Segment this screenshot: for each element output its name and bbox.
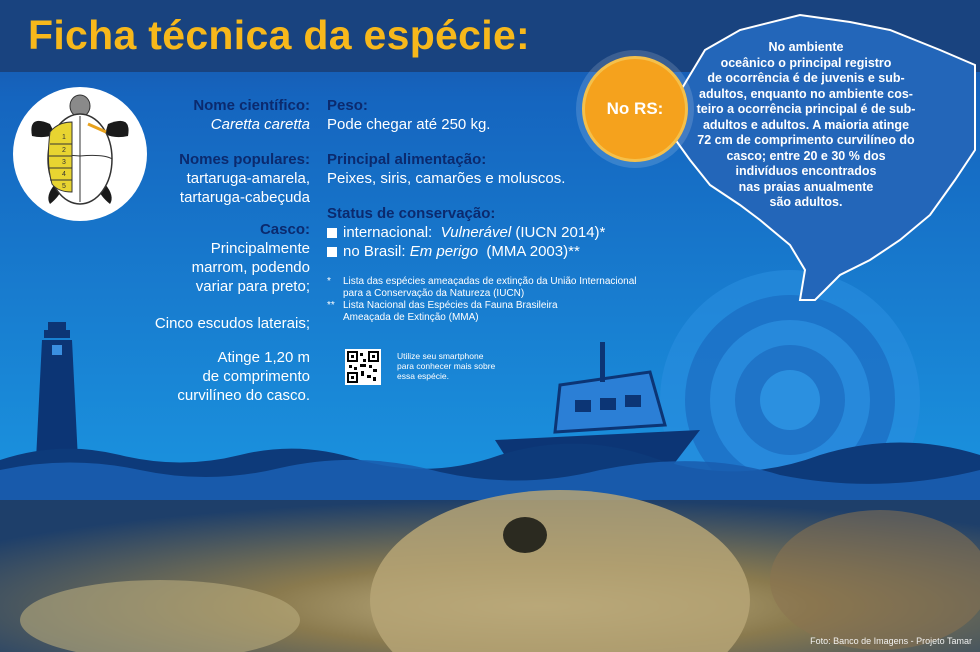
- rs-description: No ambiente oceânico o principal registro de ocorrência é de juvenis e sub- adultos, enquanto no ambiente cos- teiro a ocorrência principal é de sub- adultos e adultos. A maioria atinge 72 cm de comprimento curvilíneo do casco; entre 20 e 30 % dos indivíduos encontrados nas praias anualmente são adultos.: [696, 40, 916, 209]
- page-title: Ficha técnica da espécie:: [28, 12, 531, 58]
- length-block: [120, 348, 310, 405]
- footnote-1: * Lista das espécies ameaçadas de extinção da União Internacional para a Conservação da Natureza (IUCN): [327, 276, 637, 299]
- scientific-name-label: Nome científico:: [193, 97, 310, 114]
- bullet-square-icon: [327, 228, 337, 238]
- weight-label: Peso:: [327, 97, 368, 114]
- length-line-3: curvilíneo do casco.: [177, 387, 310, 404]
- shell-label: Casco:: [259, 221, 310, 238]
- scutes-text: Cinco escudos laterais;: [154, 315, 310, 332]
- popular-names-label: Nomes populares:: [179, 151, 310, 168]
- no-rs-badge-label: No RS:: [606, 99, 664, 118]
- shell-block: [120, 220, 310, 296]
- scute-number: 5: [62, 183, 66, 190]
- popular-name-2: tartaruga-cabeçuda: [179, 189, 310, 206]
- scute-number: 2: [62, 147, 66, 154]
- food-block: [327, 150, 627, 188]
- photo-credit: Foto: Banco de Imagens - Projeto Tamar: [810, 636, 972, 646]
- food-label: Principal alimentação:: [327, 151, 487, 168]
- length-line-1: Atinge 1,20 m: [217, 349, 310, 366]
- no-rs-badge: [582, 56, 688, 162]
- length-line-2: de comprimento: [202, 368, 310, 385]
- status-international: internacional: Vulnerável (IUCN 2014)*: [327, 223, 627, 242]
- shell-line-1: Principalmente: [210, 240, 310, 257]
- qr-caption: Utilize seu smartphone para conhecer mais sobre essa espécie.: [397, 351, 496, 381]
- food-value: Peixes, siris, camarões e moluscos.: [327, 170, 566, 187]
- shell-line-2: marrom, podendo: [191, 259, 310, 276]
- scute-number: 1: [62, 134, 66, 141]
- footnotes: [327, 276, 687, 324]
- weight-value: Pode chegar até 250 kg.: [327, 116, 491, 133]
- scientific-name-block: [120, 96, 310, 134]
- lighthouse: [36, 322, 78, 460]
- bullet-square-icon: [327, 247, 337, 257]
- footnote-2: ** Lista Nacional das Espécies da Fauna Brasileira Ameaçada de Extinção (MMA): [327, 300, 558, 323]
- status-brazil: no Brasil: Em perigo (MMA 2003)**: [327, 242, 627, 261]
- shell-line-3: variar para preto;: [195, 278, 310, 295]
- scute-number: 4: [62, 171, 66, 178]
- scientific-name-value: Caretta caretta: [210, 116, 310, 133]
- popular-name-1: tartaruga-amarela,: [186, 170, 310, 187]
- conservation-label: Status de conservação:: [327, 205, 496, 222]
- conservation-block: [327, 204, 627, 261]
- scute-number: 3: [62, 159, 66, 166]
- qr-code[interactable]: [345, 349, 381, 385]
- popular-names-block: [120, 150, 310, 207]
